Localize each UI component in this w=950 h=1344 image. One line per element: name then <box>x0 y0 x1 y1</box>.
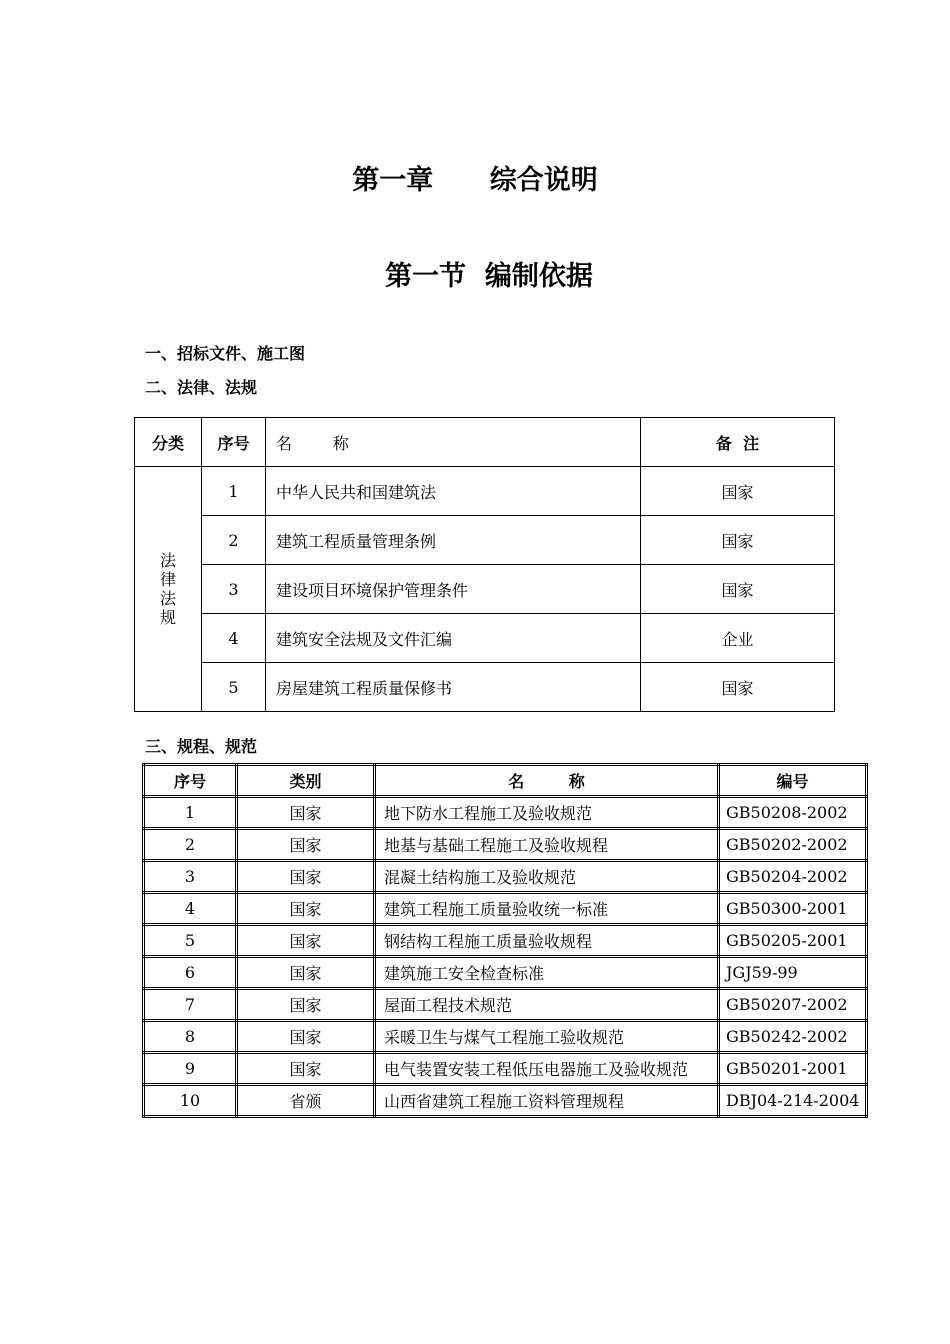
row-code: GB50242-2002 <box>719 1021 867 1053</box>
row-no: 7 <box>144 989 237 1021</box>
row-no: 9 <box>144 1053 237 1085</box>
row-category: 国家 <box>237 829 375 861</box>
header-category: 分类 <box>135 418 202 467</box>
heading-laws-regulations: 二、法律、法规 <box>145 378 258 397</box>
row-no: 3 <box>202 565 266 614</box>
row-code: GB50201-2001 <box>719 1053 867 1085</box>
category-label: 法律法规 <box>160 551 177 627</box>
row-name: 电气装置安装工程低压电器施工及验收规范 <box>375 1053 719 1085</box>
row-name: 中华人民共和国建筑法 <box>266 467 641 516</box>
table-row <box>135 565 835 614</box>
row-name: 混凝土结构施工及验收规范 <box>375 861 719 893</box>
row-note: 国家 <box>641 516 835 565</box>
row-no: 5 <box>202 663 266 712</box>
row-category: 国家 <box>237 925 375 957</box>
row-code: GB50208-2002 <box>719 797 867 829</box>
laws-table <box>134 417 835 712</box>
standards-table <box>142 763 868 1118</box>
row-category: 国家 <box>237 861 375 893</box>
row-name: 山西省建筑工程施工资料管理规程 <box>375 1085 719 1117</box>
row-category: 国家 <box>237 1053 375 1085</box>
heading-bidding-documents: 一、招标文件、施工图 <box>145 344 306 363</box>
table-row <box>144 989 867 1021</box>
table-row <box>135 663 835 712</box>
section-title: 第一节 编制依据 <box>385 261 593 292</box>
row-no: 3 <box>144 861 237 893</box>
row-category: 国家 <box>237 893 375 925</box>
header-note: 备 注 <box>641 418 835 467</box>
row-category: 省颁 <box>237 1085 375 1117</box>
row-name: 房屋建筑工程质量保修书 <box>266 663 641 712</box>
row-no: 5 <box>144 925 237 957</box>
table-row <box>135 516 835 565</box>
table-row <box>144 1053 867 1085</box>
row-name: 钢结构工程施工质量验收规程 <box>375 925 719 957</box>
table-row <box>144 829 867 861</box>
row-name: 屋面工程技术规范 <box>375 989 719 1021</box>
row-no: 8 <box>144 1021 237 1053</box>
table-row <box>144 1021 867 1053</box>
category-cell <box>135 467 202 712</box>
row-category: 国家 <box>237 989 375 1021</box>
table-row <box>144 797 867 829</box>
row-note: 国家 <box>641 467 835 516</box>
header-no: 序号 <box>144 765 237 797</box>
row-code: GB50204-2002 <box>719 861 867 893</box>
row-no: 1 <box>202 467 266 516</box>
header-code: 编号 <box>719 765 867 797</box>
table-row <box>135 614 835 663</box>
header-name: 名 称 <box>375 765 719 797</box>
table-row <box>144 861 867 893</box>
row-code: DBJ04-214-2004 <box>719 1085 867 1117</box>
row-name: 建筑工程质量管理条例 <box>266 516 641 565</box>
header-category: 类别 <box>237 765 375 797</box>
row-name: 采暖卫生与煤气工程施工验收规范 <box>375 1021 719 1053</box>
standards-table-header-row <box>144 765 867 797</box>
row-note: 国家 <box>641 663 835 712</box>
row-no: 2 <box>202 516 266 565</box>
row-name: 建筑施工安全检查标准 <box>375 957 719 989</box>
row-no: 1 <box>144 797 237 829</box>
row-code: GB50205-2001 <box>719 925 867 957</box>
row-code: GB50202-2002 <box>719 829 867 861</box>
row-note: 企业 <box>641 614 835 663</box>
row-category: 国家 <box>237 1021 375 1053</box>
table-row <box>144 893 867 925</box>
row-code: JGJ59-99 <box>719 957 867 989</box>
row-no: 4 <box>202 614 266 663</box>
table-row <box>144 1085 867 1117</box>
header-name: 名 称 <box>266 418 641 467</box>
laws-table-header-row <box>135 418 835 467</box>
row-no: 6 <box>144 957 237 989</box>
chapter-title: 第一章 综合说明 <box>352 165 598 196</box>
row-name: 建设项目环境保护管理条件 <box>266 565 641 614</box>
row-name: 地基与基础工程施工及验收规程 <box>375 829 719 861</box>
header-no: 序号 <box>202 418 266 467</box>
table-row <box>144 957 867 989</box>
heading-codes-standards: 三、规程、规范 <box>145 737 258 756</box>
row-code: GB50207-2002 <box>719 989 867 1021</box>
table-row <box>135 467 835 516</box>
row-category: 国家 <box>237 957 375 989</box>
table-row <box>144 925 867 957</box>
row-code: GB50300-2001 <box>719 893 867 925</box>
row-name: 地下防水工程施工及验收规范 <box>375 797 719 829</box>
row-category: 国家 <box>237 797 375 829</box>
row-no: 4 <box>144 893 237 925</box>
row-name: 建筑安全法规及文件汇编 <box>266 614 641 663</box>
row-no: 2 <box>144 829 237 861</box>
row-no: 10 <box>144 1085 237 1117</box>
row-note: 国家 <box>641 565 835 614</box>
row-name: 建筑工程施工质量验收统一标准 <box>375 893 719 925</box>
